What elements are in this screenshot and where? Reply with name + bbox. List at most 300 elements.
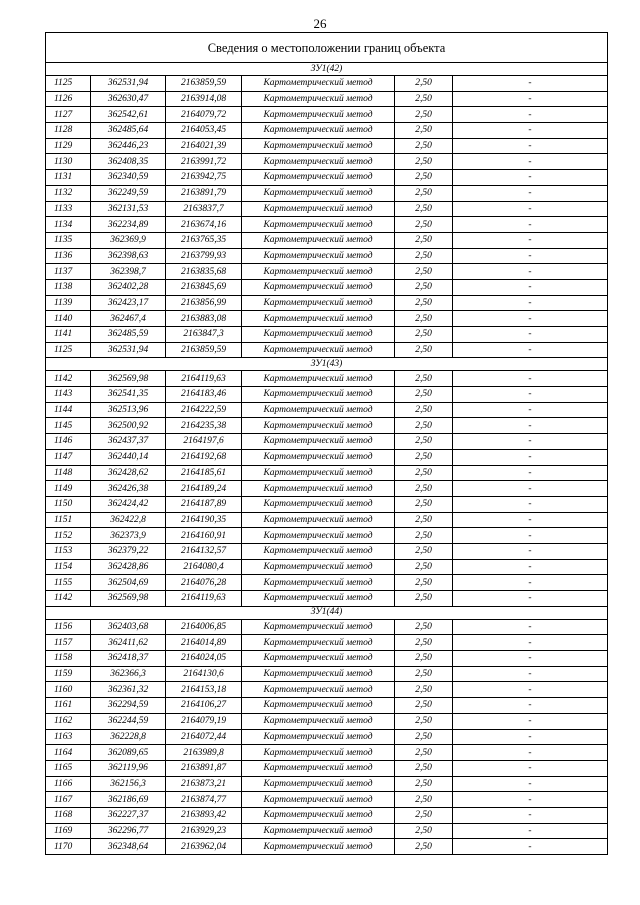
method-cell: Картометрический метод [242, 729, 395, 745]
description-cell: - [453, 559, 608, 575]
accuracy-cell: 2,50 [395, 387, 453, 403]
point-number-cell: 1166 [46, 776, 91, 792]
accuracy-cell: 2,50 [395, 823, 453, 839]
method-cell: Картометрический метод [242, 512, 395, 528]
point-number-cell: 1137 [46, 264, 91, 280]
point-number-cell: 1132 [46, 185, 91, 201]
table-row [46, 698, 608, 714]
x-coordinate-cell: 362428,62 [91, 465, 166, 481]
method-cell: Картометрический метод [242, 264, 395, 280]
point-number-cell: 1136 [46, 248, 91, 264]
accuracy-cell: 2,50 [395, 154, 453, 170]
y-coordinate-cell: 2164080,4 [166, 559, 242, 575]
table-row [46, 123, 608, 139]
point-number-cell: 1129 [46, 138, 91, 154]
y-coordinate-cell: 2163765,35 [166, 232, 242, 248]
table-row [46, 76, 608, 92]
table-row [46, 434, 608, 450]
x-coordinate-cell: 362467,4 [91, 311, 166, 327]
table-row [46, 543, 608, 559]
method-cell: Картометрический метод [242, 698, 395, 714]
y-coordinate-cell: 2164185,61 [166, 465, 242, 481]
page-number: 26 [313, 16, 327, 31]
description-cell: - [453, 279, 608, 295]
method-cell: Картометрический метод [242, 76, 395, 92]
table-row [46, 342, 608, 358]
accuracy-cell: 2,50 [395, 217, 453, 233]
y-coordinate-cell: 2164006,85 [166, 619, 242, 635]
point-number-cell: 1151 [46, 512, 91, 528]
accuracy-cell: 2,50 [395, 107, 453, 123]
table-row [46, 776, 608, 792]
table-row [46, 481, 608, 497]
accuracy-cell: 2,50 [395, 402, 453, 418]
description-cell: - [453, 123, 608, 139]
accuracy-cell: 2,50 [395, 449, 453, 465]
accuracy-cell: 2,50 [395, 666, 453, 682]
x-coordinate-cell: 362418,37 [91, 651, 166, 667]
y-coordinate-cell: 2164235,38 [166, 418, 242, 434]
x-coordinate-cell: 362369,9 [91, 232, 166, 248]
point-number-cell: 1164 [46, 745, 91, 761]
section-header-row [46, 63, 608, 76]
x-coordinate-cell: 362156,3 [91, 776, 166, 792]
description-cell: - [453, 528, 608, 544]
description-cell: - [453, 698, 608, 714]
point-number-cell: 1145 [46, 418, 91, 434]
table-row [46, 528, 608, 544]
accuracy-cell: 2,50 [395, 418, 453, 434]
point-number-cell: 1160 [46, 682, 91, 698]
table-row [46, 402, 608, 418]
y-coordinate-cell: 2163962,04 [166, 839, 242, 855]
point-number-cell: 1152 [46, 528, 91, 544]
accuracy-cell: 2,50 [395, 327, 453, 343]
y-coordinate-cell: 2163989,8 [166, 745, 242, 761]
y-coordinate-cell: 2164187,89 [166, 496, 242, 512]
accuracy-cell: 2,50 [395, 559, 453, 575]
x-coordinate-cell: 362379,22 [91, 543, 166, 559]
point-number-cell: 1130 [46, 154, 91, 170]
method-cell: Картометрический метод [242, 342, 395, 358]
table-row [46, 107, 608, 123]
description-cell: - [453, 327, 608, 343]
point-number-cell: 1125 [46, 76, 91, 92]
y-coordinate-cell: 2163891,79 [166, 185, 242, 201]
x-coordinate-cell: 362423,17 [91, 295, 166, 311]
method-cell: Картометрический метод [242, 402, 395, 418]
table-row [46, 745, 608, 761]
method-cell: Картометрический метод [242, 591, 395, 607]
table-row [46, 327, 608, 343]
accuracy-cell: 2,50 [395, 713, 453, 729]
table-row [46, 185, 608, 201]
accuracy-cell: 2,50 [395, 91, 453, 107]
method-cell: Картометрический метод [242, 713, 395, 729]
table-row [46, 154, 608, 170]
x-coordinate-cell: 362485,59 [91, 327, 166, 343]
description-cell: - [453, 387, 608, 403]
method-cell: Картометрический метод [242, 248, 395, 264]
description-cell: - [453, 745, 608, 761]
y-coordinate-cell: 2164197,6 [166, 434, 242, 450]
x-coordinate-cell: 362398,7 [91, 264, 166, 280]
table-row [46, 713, 608, 729]
point-number-cell: 1147 [46, 449, 91, 465]
x-coordinate-cell: 362249,59 [91, 185, 166, 201]
table-row [46, 279, 608, 295]
point-number-cell: 1162 [46, 713, 91, 729]
description-cell: - [453, 792, 608, 808]
description-cell: - [453, 619, 608, 635]
accuracy-cell: 2,50 [395, 496, 453, 512]
x-coordinate-cell: 362411,62 [91, 635, 166, 651]
description-cell: - [453, 496, 608, 512]
table-row [46, 138, 608, 154]
table-row [46, 496, 608, 512]
method-cell: Картометрический метод [242, 666, 395, 682]
method-cell: Картометрический метод [242, 745, 395, 761]
accuracy-cell: 2,50 [395, 185, 453, 201]
y-coordinate-cell: 2164119,63 [166, 371, 242, 387]
method-cell: Картометрический метод [242, 823, 395, 839]
table-row [46, 371, 608, 387]
section-label: ЗУ1(44) [46, 606, 608, 619]
accuracy-cell: 2,50 [395, 481, 453, 497]
section-header-row [46, 606, 608, 619]
description-cell: - [453, 465, 608, 481]
table-row [46, 823, 608, 839]
x-coordinate-cell: 362531,94 [91, 342, 166, 358]
description-cell: - [453, 295, 608, 311]
x-coordinate-cell: 362542,61 [91, 107, 166, 123]
accuracy-cell: 2,50 [395, 745, 453, 761]
description-cell: - [453, 713, 608, 729]
description-cell: - [453, 481, 608, 497]
method-cell: Картометрический метод [242, 201, 395, 217]
x-coordinate-cell: 362186,69 [91, 792, 166, 808]
table-row [46, 807, 608, 823]
point-number-cell: 1161 [46, 698, 91, 714]
table-row [46, 170, 608, 186]
y-coordinate-cell: 2163883,08 [166, 311, 242, 327]
y-coordinate-cell: 2164160,91 [166, 528, 242, 544]
accuracy-cell: 2,50 [395, 465, 453, 481]
method-cell: Картометрический метод [242, 559, 395, 575]
x-coordinate-cell: 362403,68 [91, 619, 166, 635]
y-coordinate-cell: 2164192,68 [166, 449, 242, 465]
table-row [46, 666, 608, 682]
table-row [46, 295, 608, 311]
point-number-cell: 1148 [46, 465, 91, 481]
table-title: Сведения о местоположении границ объекта [46, 33, 608, 63]
accuracy-cell: 2,50 [395, 698, 453, 714]
accuracy-cell: 2,50 [395, 279, 453, 295]
x-coordinate-cell: 362348,64 [91, 839, 166, 855]
point-number-cell: 1168 [46, 807, 91, 823]
description-cell: - [453, 651, 608, 667]
accuracy-cell: 2,50 [395, 232, 453, 248]
accuracy-cell: 2,50 [395, 264, 453, 280]
point-number-cell: 1142 [46, 371, 91, 387]
description-cell: - [453, 138, 608, 154]
method-cell: Картометрический метод [242, 311, 395, 327]
description-cell: - [453, 635, 608, 651]
point-number-cell: 1146 [46, 434, 91, 450]
description-cell: - [453, 107, 608, 123]
accuracy-cell: 2,50 [395, 138, 453, 154]
accuracy-cell: 2,50 [395, 682, 453, 698]
y-coordinate-cell: 2164053,45 [166, 123, 242, 139]
table-row [46, 635, 608, 651]
table-row [46, 682, 608, 698]
description-cell: - [453, 402, 608, 418]
section-label: ЗУ1(42) [46, 63, 608, 76]
x-coordinate-cell: 362569,98 [91, 371, 166, 387]
description-cell: - [453, 823, 608, 839]
accuracy-cell: 2,50 [395, 201, 453, 217]
method-cell: Картометрический метод [242, 185, 395, 201]
y-coordinate-cell: 2163837,7 [166, 201, 242, 217]
y-coordinate-cell: 2163874,77 [166, 792, 242, 808]
point-number-cell: 1142 [46, 591, 91, 607]
method-cell: Картометрический метод [242, 635, 395, 651]
method-cell: Картометрический метод [242, 107, 395, 123]
x-coordinate-cell: 362422,8 [91, 512, 166, 528]
y-coordinate-cell: 2164119,63 [166, 591, 242, 607]
x-coordinate-cell: 362119,96 [91, 760, 166, 776]
point-number-cell: 1169 [46, 823, 91, 839]
accuracy-cell: 2,50 [395, 371, 453, 387]
method-cell: Картометрический метод [242, 387, 395, 403]
table-body [46, 33, 608, 855]
point-number-cell: 1170 [46, 839, 91, 855]
accuracy-cell: 2,50 [395, 591, 453, 607]
point-number-cell: 1158 [46, 651, 91, 667]
description-cell: - [453, 760, 608, 776]
description-cell: - [453, 807, 608, 823]
table-row [46, 760, 608, 776]
accuracy-cell: 2,50 [395, 651, 453, 667]
y-coordinate-cell: 2164024,05 [166, 651, 242, 667]
description-cell: - [453, 154, 608, 170]
table-row [46, 512, 608, 528]
accuracy-cell: 2,50 [395, 807, 453, 823]
x-coordinate-cell: 362361,32 [91, 682, 166, 698]
method-cell: Картометрический метод [242, 138, 395, 154]
accuracy-cell: 2,50 [395, 295, 453, 311]
method-cell: Картометрический метод [242, 91, 395, 107]
method-cell: Картометрический метод [242, 217, 395, 233]
description-cell: - [453, 591, 608, 607]
y-coordinate-cell: 2164106,27 [166, 698, 242, 714]
method-cell: Картометрический метод [242, 327, 395, 343]
point-number-cell: 1134 [46, 217, 91, 233]
x-coordinate-cell: 362531,94 [91, 76, 166, 92]
accuracy-cell: 2,50 [395, 776, 453, 792]
y-coordinate-cell: 2164079,72 [166, 107, 242, 123]
method-cell: Картометрический метод [242, 434, 395, 450]
y-coordinate-cell: 2163891,87 [166, 760, 242, 776]
point-number-cell: 1157 [46, 635, 91, 651]
method-cell: Картометрический метод [242, 123, 395, 139]
table-row [46, 449, 608, 465]
description-cell: - [453, 342, 608, 358]
description-cell: - [453, 170, 608, 186]
method-cell: Картометрический метод [242, 543, 395, 559]
description-cell: - [453, 248, 608, 264]
y-coordinate-cell: 2164014,89 [166, 635, 242, 651]
accuracy-cell: 2,50 [395, 528, 453, 544]
point-number-cell: 1165 [46, 760, 91, 776]
method-cell: Картометрический метод [242, 481, 395, 497]
method-cell: Картометрический метод [242, 619, 395, 635]
table-row [46, 729, 608, 745]
description-cell: - [453, 418, 608, 434]
y-coordinate-cell: 2164079,19 [166, 713, 242, 729]
description-cell: - [453, 543, 608, 559]
description-cell: - [453, 449, 608, 465]
method-cell: Картометрический метод [242, 575, 395, 591]
table-row [46, 792, 608, 808]
point-number-cell: 1133 [46, 201, 91, 217]
y-coordinate-cell: 2163991,72 [166, 154, 242, 170]
x-coordinate-cell: 362424,42 [91, 496, 166, 512]
section-header-row [46, 358, 608, 371]
y-coordinate-cell: 2163835,68 [166, 264, 242, 280]
x-coordinate-cell: 362244,59 [91, 713, 166, 729]
accuracy-cell: 2,50 [395, 311, 453, 327]
description-cell: - [453, 682, 608, 698]
table-row [46, 651, 608, 667]
table-row [46, 201, 608, 217]
x-coordinate-cell: 362234,89 [91, 217, 166, 233]
accuracy-cell: 2,50 [395, 575, 453, 591]
y-coordinate-cell: 2163929,23 [166, 823, 242, 839]
method-cell: Картометрический метод [242, 232, 395, 248]
table-title-row [46, 33, 608, 63]
method-cell: Картометрический метод [242, 371, 395, 387]
method-cell: Картометрический метод [242, 651, 395, 667]
x-coordinate-cell: 362426,38 [91, 481, 166, 497]
accuracy-cell: 2,50 [395, 635, 453, 651]
y-coordinate-cell: 2163674,16 [166, 217, 242, 233]
point-number-cell: 1125 [46, 342, 91, 358]
accuracy-cell: 2,50 [395, 760, 453, 776]
x-coordinate-cell: 362541,35 [91, 387, 166, 403]
boundary-coordinates-table [45, 32, 608, 855]
accuracy-cell: 2,50 [395, 170, 453, 186]
y-coordinate-cell: 2163856,99 [166, 295, 242, 311]
method-cell: Картометрический метод [242, 760, 395, 776]
accuracy-cell: 2,50 [395, 76, 453, 92]
x-coordinate-cell: 362428,86 [91, 559, 166, 575]
x-coordinate-cell: 362569,98 [91, 591, 166, 607]
x-coordinate-cell: 362294,59 [91, 698, 166, 714]
table-row [46, 387, 608, 403]
description-cell: - [453, 839, 608, 855]
y-coordinate-cell: 2164021,39 [166, 138, 242, 154]
table-row [46, 418, 608, 434]
y-coordinate-cell: 2163873,21 [166, 776, 242, 792]
x-coordinate-cell: 362373,9 [91, 528, 166, 544]
table-row [46, 91, 608, 107]
accuracy-cell: 2,50 [395, 839, 453, 855]
description-cell: - [453, 729, 608, 745]
y-coordinate-cell: 2164183,46 [166, 387, 242, 403]
y-coordinate-cell: 2163847,3 [166, 327, 242, 343]
description-cell: - [453, 776, 608, 792]
point-number-cell: 1126 [46, 91, 91, 107]
y-coordinate-cell: 2163893,42 [166, 807, 242, 823]
accuracy-cell: 2,50 [395, 342, 453, 358]
point-number-cell: 1143 [46, 387, 91, 403]
y-coordinate-cell: 2164189,24 [166, 481, 242, 497]
method-cell: Картометрический метод [242, 170, 395, 186]
y-coordinate-cell: 2164132,57 [166, 543, 242, 559]
x-coordinate-cell: 362340,59 [91, 170, 166, 186]
description-cell: - [453, 575, 608, 591]
accuracy-cell: 2,50 [395, 512, 453, 528]
point-number-cell: 1127 [46, 107, 91, 123]
method-cell: Картометрический метод [242, 449, 395, 465]
method-cell: Картометрический метод [242, 496, 395, 512]
table-row [46, 311, 608, 327]
x-coordinate-cell: 362408,35 [91, 154, 166, 170]
point-number-cell: 1150 [46, 496, 91, 512]
description-cell: - [453, 201, 608, 217]
table-row [46, 839, 608, 855]
method-cell: Картометрический метод [242, 154, 395, 170]
accuracy-cell: 2,50 [395, 248, 453, 264]
table-row [46, 591, 608, 607]
method-cell: Картометрический метод [242, 528, 395, 544]
x-coordinate-cell: 362398,63 [91, 248, 166, 264]
y-coordinate-cell: 2163799,93 [166, 248, 242, 264]
y-coordinate-cell: 2163942,75 [166, 170, 242, 186]
accuracy-cell: 2,50 [395, 543, 453, 559]
table-row [46, 559, 608, 575]
description-cell: - [453, 76, 608, 92]
description-cell: - [453, 666, 608, 682]
x-coordinate-cell: 362446,23 [91, 138, 166, 154]
point-number-cell: 1154 [46, 559, 91, 575]
point-number-cell: 1149 [46, 481, 91, 497]
point-number-cell: 1144 [46, 402, 91, 418]
description-cell: - [453, 185, 608, 201]
y-coordinate-cell: 2164190,35 [166, 512, 242, 528]
x-coordinate-cell: 362227,37 [91, 807, 166, 823]
method-cell: Картометрический метод [242, 792, 395, 808]
y-coordinate-cell: 2164222,59 [166, 402, 242, 418]
point-number-cell: 1167 [46, 792, 91, 808]
description-cell: - [453, 264, 608, 280]
y-coordinate-cell: 2163914,08 [166, 91, 242, 107]
method-cell: Картометрический метод [242, 776, 395, 792]
x-coordinate-cell: 362630,47 [91, 91, 166, 107]
x-coordinate-cell: 362485,64 [91, 123, 166, 139]
description-cell: - [453, 217, 608, 233]
method-cell: Картометрический метод [242, 682, 395, 698]
x-coordinate-cell: 362296,77 [91, 823, 166, 839]
description-cell: - [453, 371, 608, 387]
x-coordinate-cell: 362500,92 [91, 418, 166, 434]
table-row [46, 575, 608, 591]
x-coordinate-cell: 362228,8 [91, 729, 166, 745]
description-cell: - [453, 434, 608, 450]
table-row [46, 248, 608, 264]
table-row [46, 232, 608, 248]
